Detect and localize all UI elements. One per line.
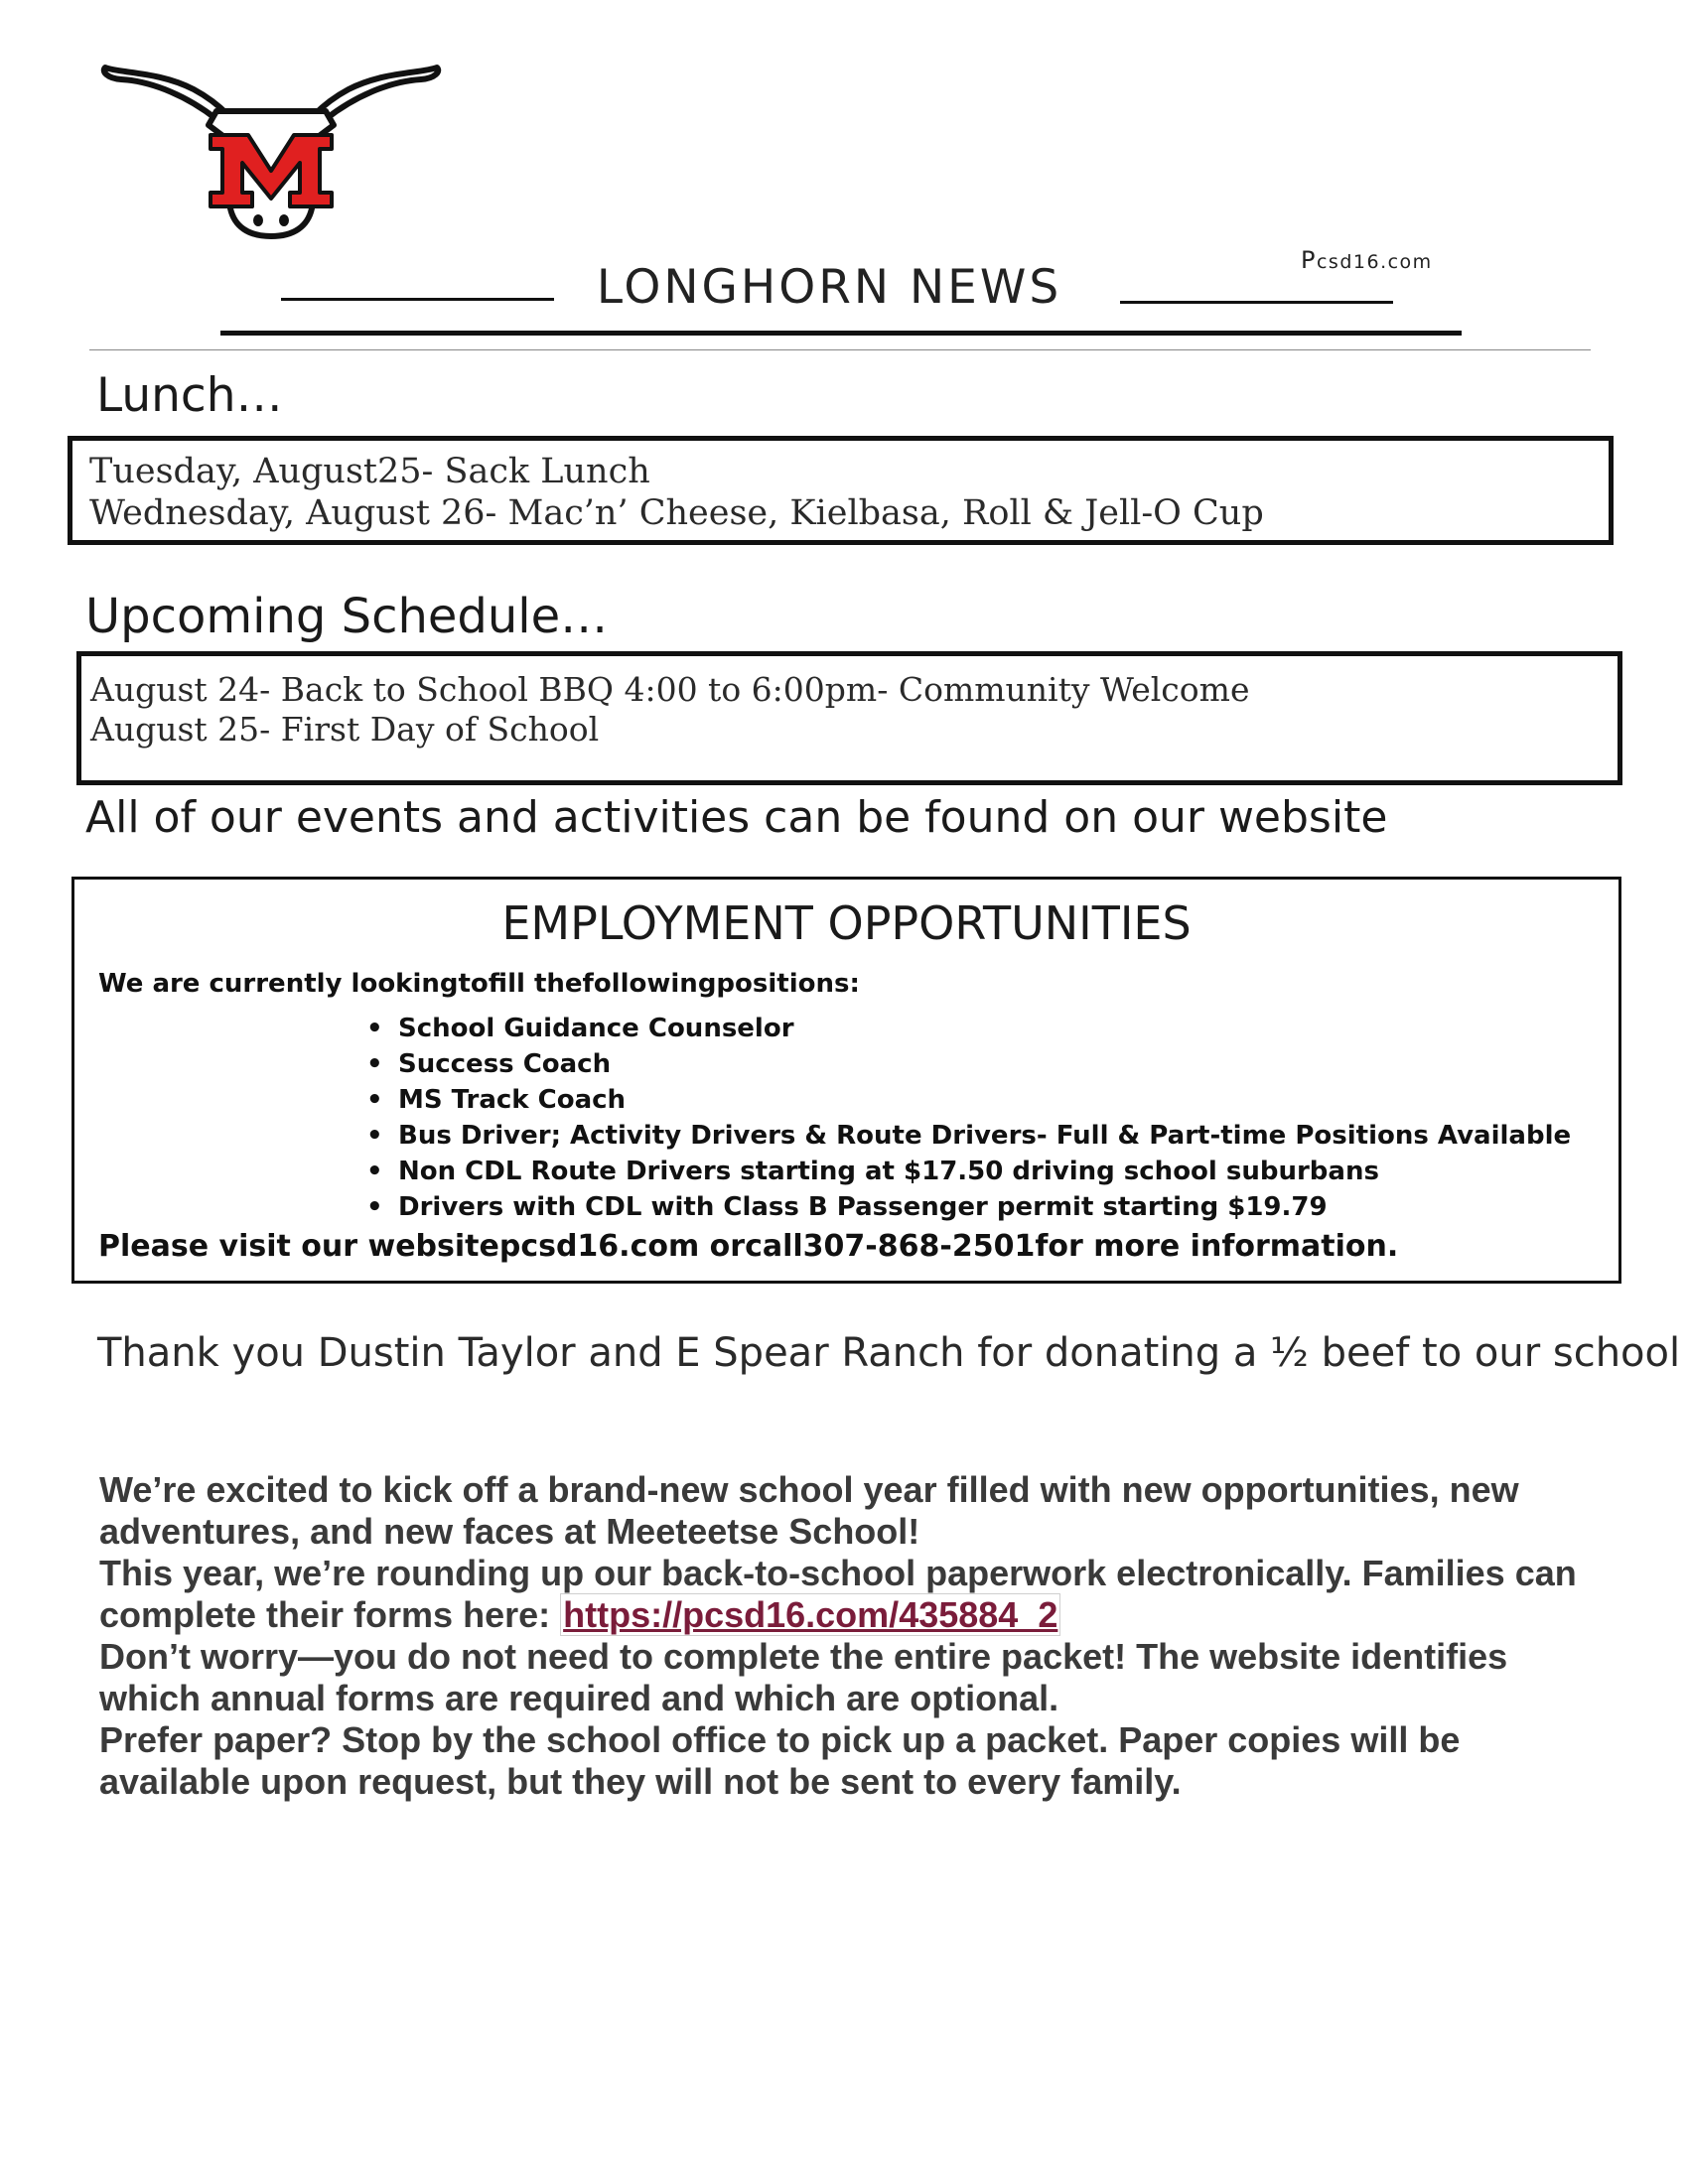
welcome-line: Prefer paper? Stop by the school office to pick up a packet. Paper copies will be available upon request, but they will not be sent to every family. bbox=[99, 1719, 1461, 1802]
welcome-line: Don’t worry—you do not need to complete the entire packet! The website identifies which annual forms are required and which are optional. bbox=[99, 1636, 1508, 1718]
schedule-box bbox=[76, 651, 1622, 785]
schedule-line: August 24- Back to School BBQ 4:00 to 6:00pm- Community Welcome bbox=[90, 670, 1250, 709]
thank-you-note: Thank you Dustin Taylor and E Spear Ranch for donating a ½ beef to our school bbox=[97, 1330, 1681, 1376]
employment-title: EMPLOYMENT OPPORTUNITIES bbox=[501, 896, 1192, 950]
employment-intro: We are currently lookingtofill thefollowingpositions: bbox=[98, 969, 860, 999]
site-url[interactable] bbox=[1301, 246, 1433, 274]
forms-link[interactable]: https://pcsd16.com/435884_2 bbox=[560, 1593, 1060, 1636]
lunch-line: Wednesday, August 26- Mac’n’ Cheese, Kielbasa, Roll & Jell-O Cup bbox=[89, 493, 1264, 533]
site-url-rest: csd16.com bbox=[1316, 251, 1433, 273]
lunch-box bbox=[68, 436, 1614, 545]
schedule-heading: Upcoming Schedule… bbox=[85, 589, 609, 644]
bullet-icon: • bbox=[366, 1192, 383, 1222]
welcome-line: This year, we’re rounding up our back-to-school paperwork electronically. Families can complete their forms here: https://pcsd16.com/435884_2 bbox=[99, 1553, 1577, 1635]
schedule-line: August 25- First Day of School bbox=[90, 710, 600, 749]
masthead-rule-right bbox=[1120, 301, 1393, 304]
position-item: • MS Track Coach bbox=[362, 1082, 1571, 1118]
welcome-paragraph bbox=[99, 1469, 1609, 1803]
bullet-icon: • bbox=[366, 1121, 383, 1151]
bullet-icon: • bbox=[366, 1014, 383, 1043]
logo-letter: M bbox=[99, 60, 100, 61]
employment-footer: Please visit our websitepcsd16.com orcall307-868-2501for more information. bbox=[98, 1229, 1399, 1264]
bullet-icon: • bbox=[366, 1157, 383, 1186]
position-item: • Success Coach bbox=[362, 1046, 1571, 1082]
position-item: • School Guidance Counselor bbox=[362, 1011, 1571, 1046]
bullet-icon: • bbox=[366, 1049, 383, 1079]
header-divider-thin bbox=[89, 349, 1591, 350]
welcome-line: We’re excited to kick off a brand-new school year filled with new opportunities, new adventures, and new faces at Meeteetse School! bbox=[99, 1469, 1519, 1552]
site-url-initial: P bbox=[1301, 246, 1317, 274]
masthead-title: LONGHORN NEWS bbox=[596, 260, 1062, 315]
longhorn-logo bbox=[99, 60, 442, 243]
header-divider-thick bbox=[220, 331, 1462, 336]
position-item: • Bus Driver; Activity Drivers & Route Drivers- Full & Part-time Positions Available bbox=[362, 1118, 1571, 1154]
employment-box bbox=[71, 877, 1621, 1284]
lunch-line: Tuesday, August25- Sack Lunch bbox=[89, 452, 650, 491]
position-item: • Non CDL Route Drivers starting at $17.50 driving school suburbans bbox=[362, 1154, 1571, 1189]
lunch-heading: Lunch… bbox=[96, 368, 283, 423]
position-item: • Drivers with CDL with Class B Passenger permit starting $19.79 bbox=[362, 1189, 1571, 1225]
website-note: All of our events and activities can be found on our website bbox=[85, 792, 1388, 843]
masthead-rule-left bbox=[281, 298, 554, 301]
bullet-icon: • bbox=[366, 1085, 383, 1115]
positions-list bbox=[362, 1011, 1571, 1225]
